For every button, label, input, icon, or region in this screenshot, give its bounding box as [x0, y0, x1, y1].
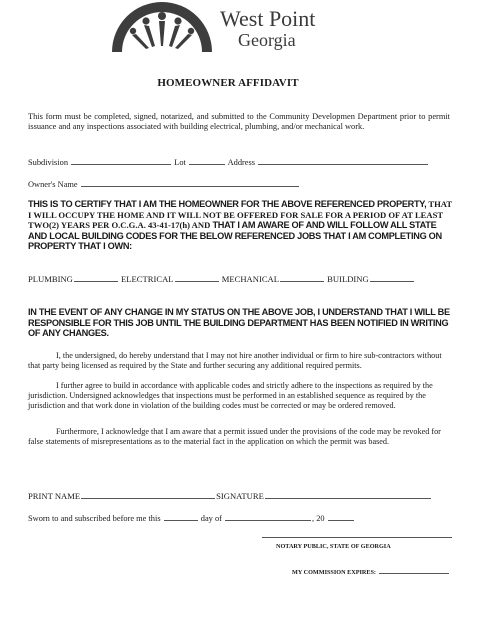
address-label: Address [227, 158, 256, 167]
electrical-field[interactable] [175, 273, 219, 282]
subdivision-field[interactable] [71, 156, 171, 165]
print-name-field[interactable] [81, 490, 215, 499]
subdivision-label: Subdivision [28, 158, 69, 167]
owner-field[interactable] [81, 178, 299, 187]
body-paragraph-3: Furthermore, I acknowledge that I am aware that a permit issued under the provisions of the code may be revoked for false statements of misrepresentations as to the material fact in the application on which the permit was based. [28, 427, 441, 447]
certify-part-3: THAT I AM AWARE OF AND WILL FOLLOW ALL STATE AND LOCAL BUILDING CODES FOR THE BELOW REFERENCED JOBS THAT I AM COMPLETING ON PROPERTY THAT I OWN: [28, 220, 442, 251]
certification-text [28, 199, 452, 252]
trade-plumbing: PLUMBING [28, 274, 73, 284]
commission-field[interactable] [379, 565, 449, 574]
commission-label: MY COMMISSION EXPIRES: [292, 569, 376, 576]
lot-field[interactable] [189, 156, 225, 165]
sworn-row [28, 512, 355, 523]
owner-label: Owner's Name [28, 180, 78, 189]
change-notice: IN THE EVENT OF ANY CHANGE IN MY STATUS ON THE ABOVE JOB, I UNDERSTAND THAT I WILL BE RESPONSIBLE FOR THIS JOB UNTIL THE BUILDING DEPARTMENT HAS BEEN NOTIFIED IN WRITING OF ANY CHANGES. [28, 307, 450, 338]
print-name-label: PRINT NAME [28, 491, 81, 501]
org-state: Georgia [238, 30, 296, 50]
trade-mechanical: MECHANICAL [221, 274, 280, 284]
plumbing-field[interactable] [74, 273, 118, 282]
intro-paragraph: This form must be completed, signed, notarized, and submitted to the Community Developmen Department prior to permit issuance and any inspections associated with building electrical, plumbing, and/or mechanical work. [28, 112, 450, 131]
sworn-month-field[interactable] [225, 512, 311, 521]
notary-label: NOTARY PUBLIC, STATE OF GEORGIA [276, 543, 391, 550]
lot-label: Lot [174, 158, 186, 167]
mechanical-field[interactable] [280, 273, 324, 282]
owner-row [28, 178, 300, 189]
building-field[interactable] [370, 273, 414, 282]
sworn-year-field[interactable] [328, 512, 354, 521]
certify-part-1: THIS IS TO CERTIFY THAT I AM THE HOMEOWNER FOR THE ABOVE REFERENCED PROPERTY, [28, 199, 427, 209]
org-name: West Point [220, 6, 316, 31]
trades-row [28, 273, 415, 284]
sworn-year-label: , 20 [312, 514, 325, 523]
certify-part-2: THAT I WILL OCCUPY THE HOME AND IT WILL NOT BE OFFERED FOR SALE FOR A PERIOD OF AT LEAST TWO(2) YEARS PER O.C.G.A. 43-41-17(h) AND [28, 199, 452, 230]
sworn-day-label: day of [200, 514, 222, 523]
signature-field[interactable] [265, 490, 431, 499]
body-paragraph-1: I, the undersigned, do hereby understand that I may not hire another individual or firm to hire sub-contractors without that party being licensed as required by the State and further securing any additional required permits. [28, 351, 442, 371]
address-field[interactable] [258, 156, 428, 165]
commission-row [292, 565, 450, 576]
property-row [28, 156, 429, 167]
trade-electrical: ELECTRICAL [121, 274, 174, 284]
notary-signature-field[interactable] [262, 537, 452, 538]
sworn-prefix: Sworn to and subscribed before me this [28, 514, 161, 523]
body-paragraph-2: I further agree to build in accordance with applicable codes and strictly adhere to the inspections as required by the jurisdiction. Undersigned acknowledges that inspections must be performed in an established sequence as required by the jurisdiction and that work done in violation of the building codes must be corrected or may be ordered removed. [28, 381, 433, 411]
sworn-day-field[interactable] [164, 512, 198, 521]
signature-row [28, 490, 432, 501]
signature-label: SIGNATURE [216, 491, 264, 501]
page-title: HOMEOWNER AFFIDAVIT [157, 77, 299, 89]
trade-building: BUILDING [327, 274, 369, 284]
